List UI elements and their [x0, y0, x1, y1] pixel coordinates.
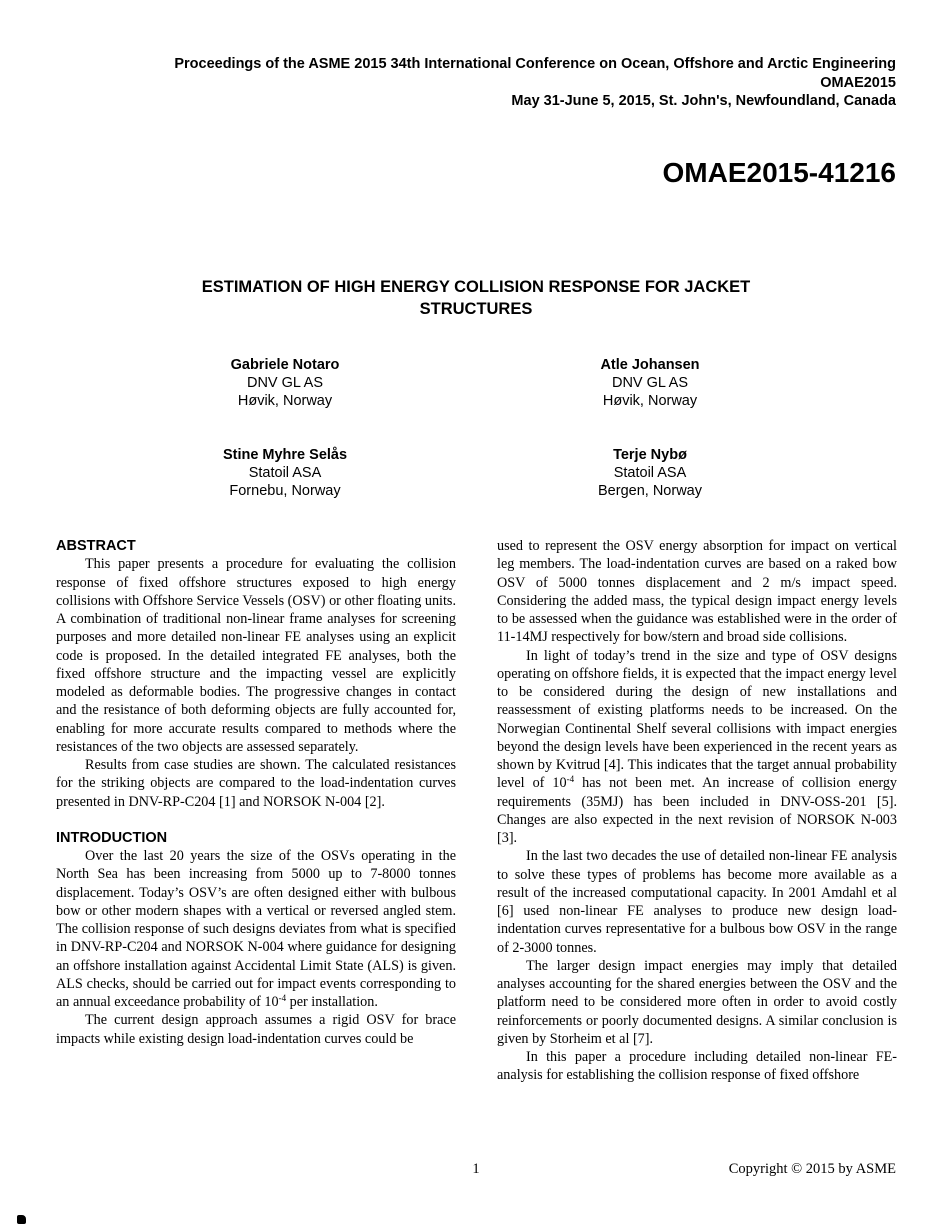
introduction-paragraph: In the last two decades the use of detailed non-linear FE analysis to solve these types of problems has become more available as a result of the increased computational capacity. In 2001 Amdahl et al [6] used non-linear FE analyses to produce new design load-indentation curves representative for a bulbous bow OSV in the range of 2-3000 tonnes.: [497, 848, 897, 956]
abstract-heading: ABSTRACT: [56, 538, 136, 554]
abstract-paragraph: Results from case studies are shown. The calculated resistances for the striking objects are compared to the load-indentation curves presented in DNV-RP-C204 [1] and NORSOK N-004 [2].: [56, 757, 456, 810]
author-affiliation: DNV GL AS: [611, 375, 689, 391]
page-number: 1: [472, 1161, 480, 1177]
paragraph-text: In light of today’s trend in the size and type of OSV designs operating on offshore fields, it is expected that the impact energy level to be considered during the design of new installations and reassessment of existing platforms needs to be increased. On the Norwegian Continental Shelf several collisions with impact energies beyond the design levels have been experienced in the recent years as shown by Kvitrud [4]. This indicates that the target annual probability level of 10: [497, 647, 897, 792]
author-affiliation: Statoil ASA: [613, 465, 687, 481]
author-block: [500, 356, 800, 410]
paper-title: [0, 276, 952, 320]
conference-dates-location: May 31-June 5, 2015, St. John's, Newfoundland, Canada: [511, 93, 896, 109]
copyright-notice: Copyright © 2015 by ASME: [728, 1161, 896, 1177]
author-location: Høvik, Norway: [237, 393, 333, 409]
author-location: Høvik, Norway: [602, 393, 698, 409]
author-block: [135, 446, 435, 500]
paragraph-text: has not been met. An increase of collision energy requirements (35MJ) has been included in DNV-OSS-201 [5]. Changes are also expected in the next revision of NORSOK N-003 [3].: [497, 775, 898, 846]
corner-mark-icon: [17, 1215, 26, 1224]
section-gap: [56, 811, 456, 829]
introduction-paragraph: [497, 647, 897, 848]
author-name: Terje Nybø: [613, 447, 687, 463]
author-location: Fornebu, Norway: [229, 483, 341, 499]
title-line-2: STRUCTURES: [419, 300, 533, 318]
conference-acronym: OMAE2015: [820, 74, 896, 91]
author-name: Gabriele Notaro: [230, 357, 340, 373]
introduction-paragraph: The larger design impact energies may imply that detailed analyses accounting for the shared energies between the OSV and the platform need to be considered more often in order to avoid costly reinforcements or poorly documented designs. A similar conclusion is given by Storheim et al [7].: [497, 957, 897, 1047]
exponent: -4: [278, 993, 287, 1003]
abstract-paragraph: This paper presents a procedure for evaluating the collision response of fixed offshore structures exposed to high energy collisions with Offshore Service Vessels (OSV) or other floating units. A combination of traditional non-linear frame analyses for screening purposes and more detailed non-linear FE analyses using an explicit code is proposed. In the detailed integrated FE analyses, both the fixed offshore structure and the impacting vessel are explicitly modeled as deformable bodies. The progressive changes in contact and the resistance of both deforming objects are fully accounted for, enabling for more accurate results compared to methods where the resistances of the two objects are assessed separately.: [56, 556, 456, 755]
right-column: [497, 537, 897, 1085]
paragraph-text: per installation.: [286, 994, 378, 1010]
author-affiliation: DNV GL AS: [246, 375, 324, 391]
author-name: Stine Myhre Selås: [222, 447, 348, 463]
title-line-1: ESTIMATION OF HIGH ENERGY COLLISION RESPONSE FOR JACKET: [201, 278, 751, 296]
paper-id: OMAE2015-41216: [662, 157, 896, 188]
introduction-paragraph: The current design approach assumes a rigid OSV for brace impacts while existing design load-indentation curves could be: [56, 1012, 456, 1047]
left-column: [56, 537, 456, 1048]
author-block: [500, 446, 800, 500]
introduction-paragraph: In this paper a procedure including detailed non-linear FE-analysis for establishing the collision response of fixed offshore: [497, 1049, 897, 1084]
author-affiliation: Statoil ASA: [248, 465, 322, 481]
author-block: [135, 356, 435, 410]
author-location: Bergen, Norway: [598, 483, 702, 499]
introduction-paragraph: [56, 847, 456, 1011]
conference-name: Proceedings of the ASME 2015 34th International Conference on Ocean, Offshore and Arctic Engineering: [174, 56, 896, 72]
author-name: Atle Johansen: [600, 357, 700, 373]
conference-header: [174, 55, 896, 111]
exponent: -4: [566, 774, 575, 785]
paragraph-text: Over the last 20 years the size of the OSVs operating in the North Sea has been increasing from 5000 up to 7-8000 tonnes displacement. Today’s OSV’s are often designed either with bulbous bow or other modern shapes with a vertical or reversed angled stem. The collision response of such designs deviates from what is specified in DNV-RP-C204 and NORSOK N-004 where guidance for designing an offshore installation against Accidental Limit State (ALS) is given. ALS checks, should be carried out for impact events corresponding to an annual exceedance probability of 10: [56, 848, 456, 1010]
introduction-paragraph-continued: used to represent the OSV energy absorption for impact on vertical leg members. The load-indentation curves are based on a raked bow OSV of 5000 tonnes displacement and 2 m/s impact speed. Considering the added mass, the typical design impact energy levels to be assessed when the guidance was established were in the order of 11-14MJ respectively for bow/stern and broad side collisions.: [497, 538, 897, 646]
introduction-heading: INTRODUCTION: [56, 829, 168, 846]
